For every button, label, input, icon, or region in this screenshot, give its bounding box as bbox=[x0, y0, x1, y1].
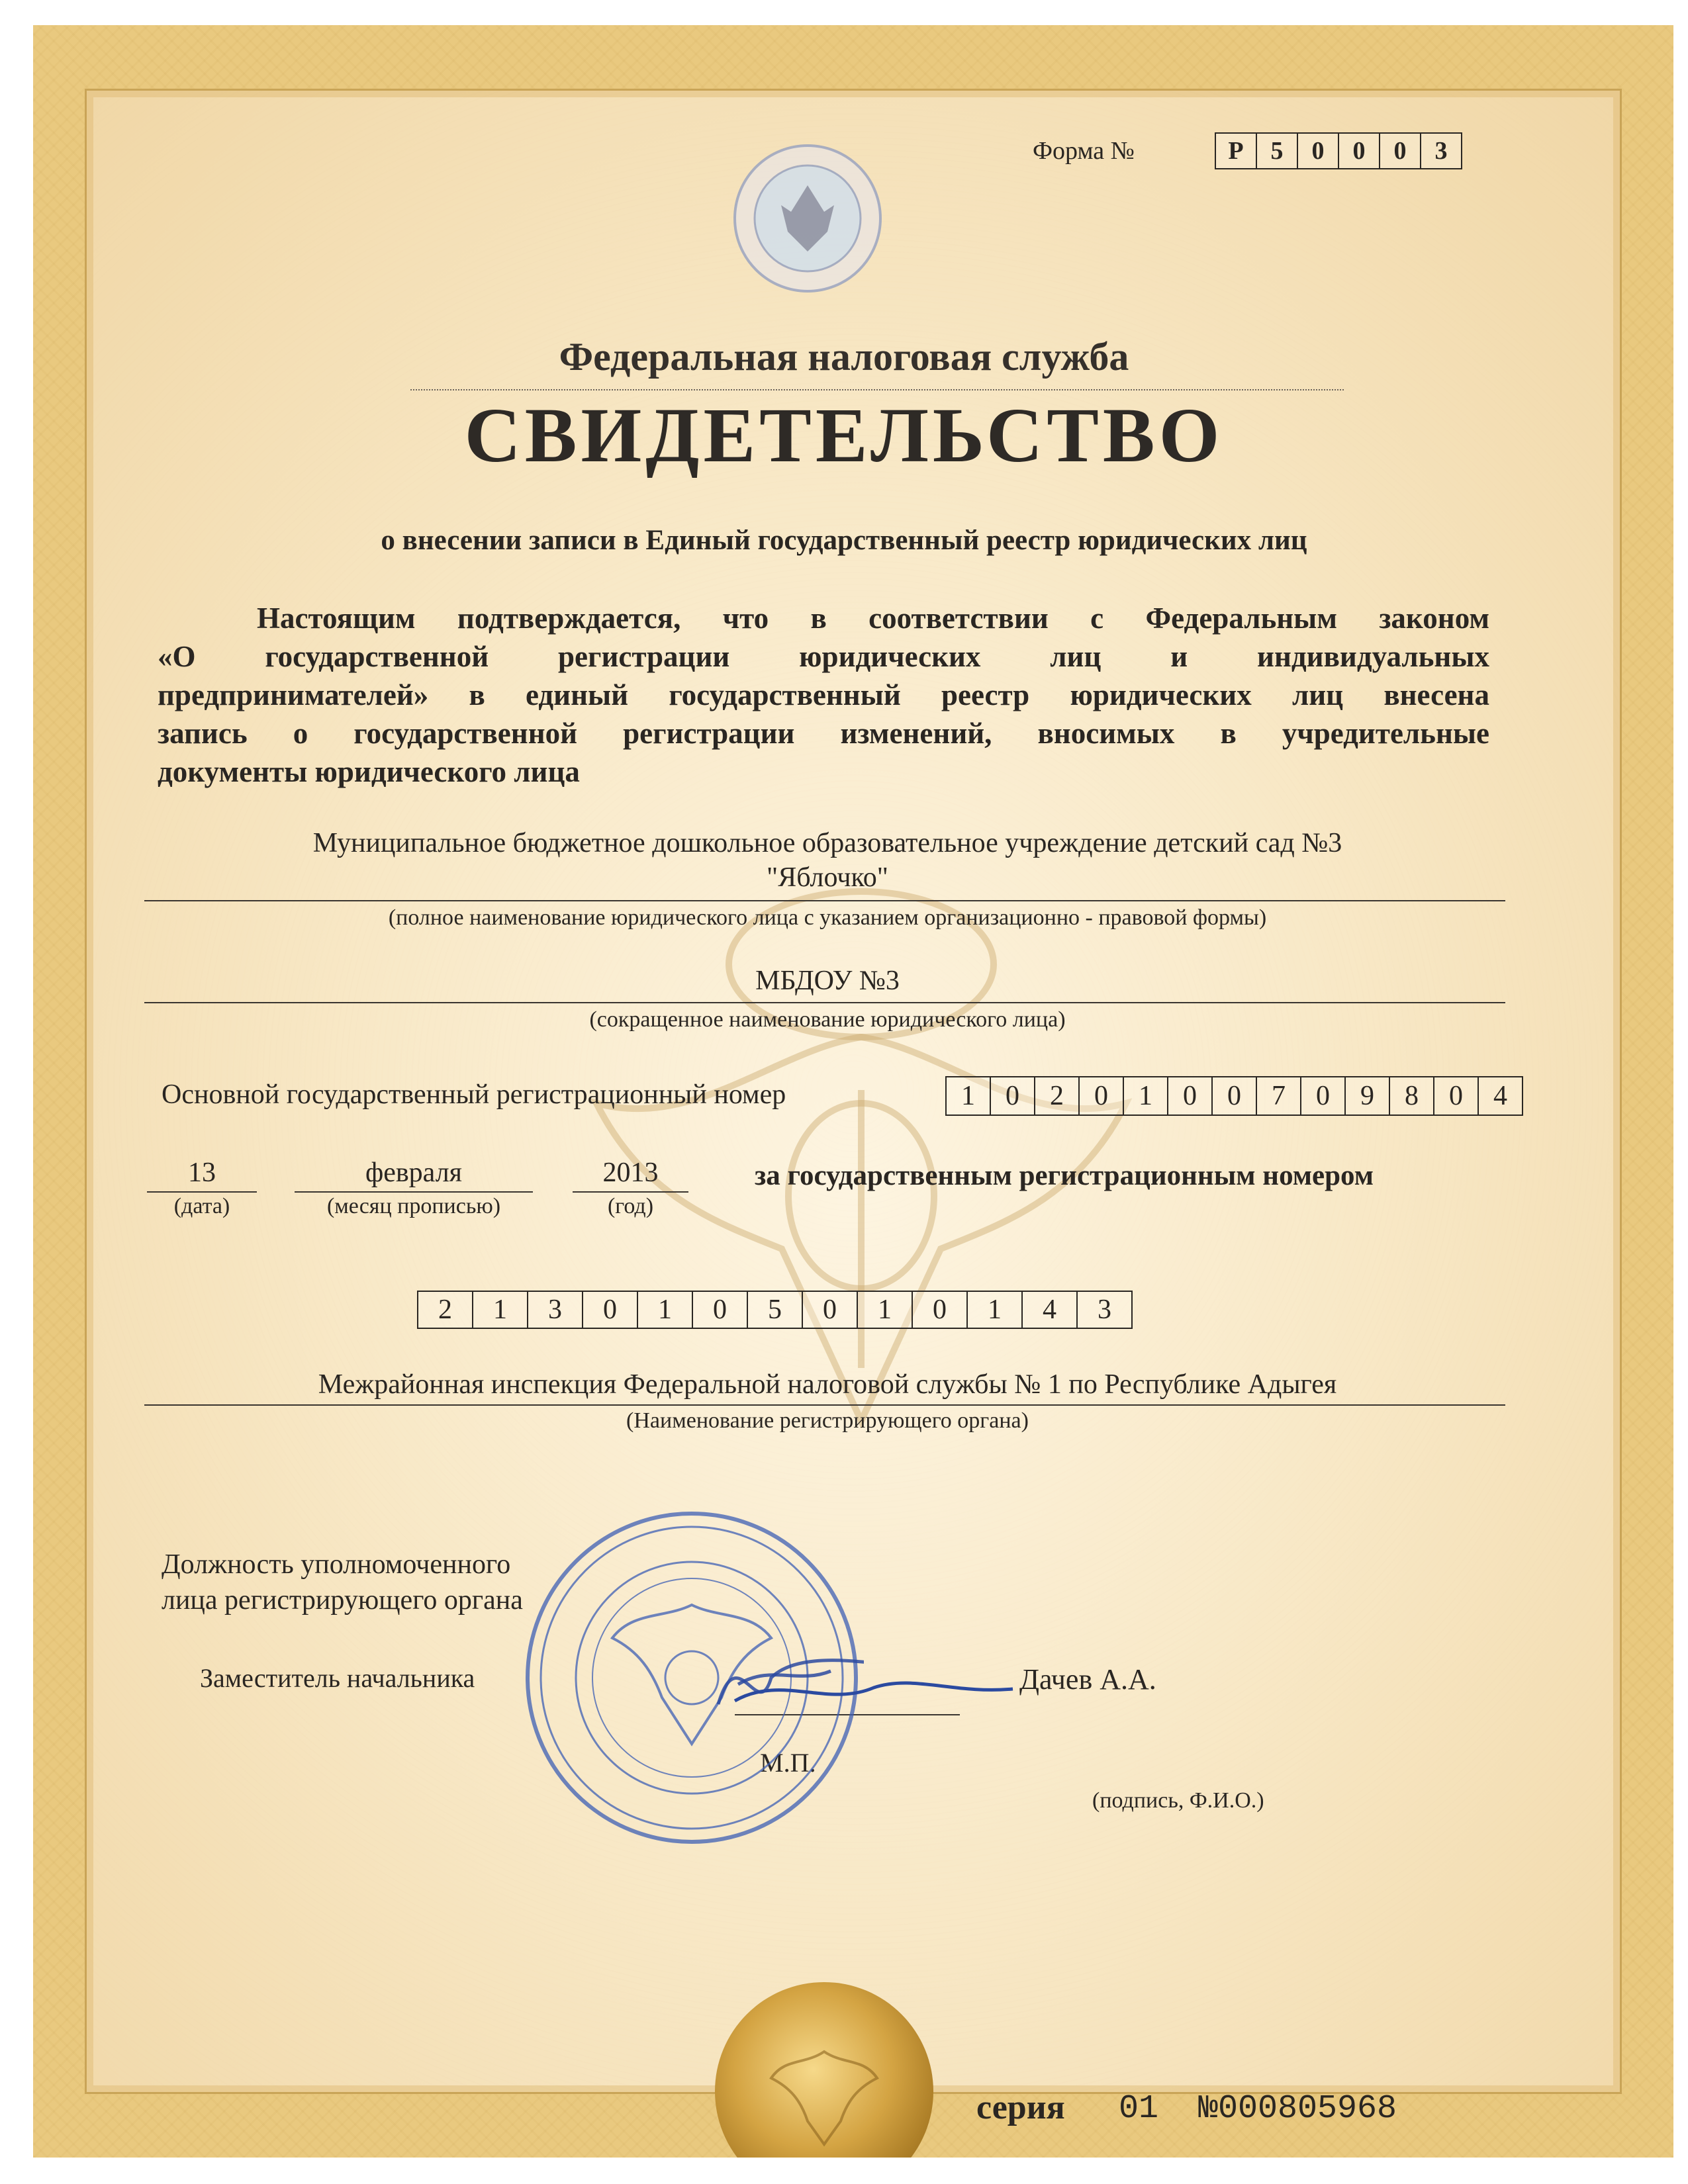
grn-digit-cell: 5 bbox=[748, 1292, 803, 1328]
ogrn-digit-cell: 1 bbox=[1124, 1077, 1168, 1115]
form-code-cell: 0 bbox=[1298, 134, 1339, 168]
authority-name: Межрайонная инспекция Федеральной налоговой службы № 1 по Республике Адыгея bbox=[318, 1369, 1337, 1400]
grn-digit-cell: 1 bbox=[858, 1292, 913, 1328]
hologram-emblem-icon bbox=[728, 139, 887, 298]
signer-name: Дачев А.А. bbox=[1019, 1663, 1156, 1696]
form-code-cell: 5 bbox=[1257, 134, 1298, 168]
authority-rule bbox=[144, 1404, 1505, 1406]
grn-digit-cell: 1 bbox=[638, 1292, 693, 1328]
grn-digit-cell: 2 bbox=[418, 1292, 473, 1328]
eagle-watermark-icon bbox=[497, 852, 1225, 1447]
date-month-caption: (месяц прописью) bbox=[326, 1194, 501, 1218]
body-line: документы юридического лица bbox=[158, 755, 580, 788]
grn-digit-cell: 3 bbox=[528, 1292, 583, 1328]
date-month: февраля bbox=[365, 1158, 462, 1188]
entity-full-name-line2: "Яблочко" bbox=[767, 862, 888, 893]
position-title: Заместитель начальника bbox=[200, 1663, 475, 1693]
ogrn-digit-cell: 0 bbox=[1080, 1077, 1124, 1115]
position-label-line1: Должность уполномоченного bbox=[162, 1549, 511, 1580]
seal-mark: М.П. bbox=[760, 1748, 816, 1778]
certificate-title: СВИДЕТЕЛЬСТВО bbox=[464, 392, 1224, 478]
ogrn-digit-cell: 9 bbox=[1346, 1077, 1390, 1115]
grn-digit-cell: 4 bbox=[1023, 1292, 1078, 1328]
form-code-cell: 0 bbox=[1339, 134, 1380, 168]
ogrn-digit-cell: 8 bbox=[1390, 1077, 1434, 1115]
ogrn-digit-cell: 0 bbox=[1434, 1077, 1479, 1115]
date-day-rule bbox=[147, 1191, 257, 1193]
grn-digit-cell: 3 bbox=[1098, 1295, 1111, 1325]
form-code-cell: Р bbox=[1216, 134, 1257, 168]
grn-digit-cell: 0 bbox=[913, 1292, 968, 1328]
body-line: «О государственной регистрации юридических лиц и индивидуальных bbox=[158, 640, 1489, 673]
serial-number: №000805968 bbox=[1198, 2090, 1397, 2128]
series-value: 01 bbox=[1119, 2090, 1159, 2128]
grn-digit-cell: 1 bbox=[473, 1292, 528, 1328]
ogrn-digit-cell: 1 bbox=[947, 1077, 991, 1115]
form-code-boxes bbox=[1215, 132, 1462, 169]
form-code-cell: 3 bbox=[1434, 137, 1448, 165]
ogrn-boxes bbox=[945, 1076, 1523, 1116]
ogrn-label: Основной государственный регистрационный номер bbox=[162, 1079, 786, 1110]
date-year-caption: (год) bbox=[607, 1194, 654, 1218]
body-paragraph bbox=[158, 599, 1489, 791]
ogrn-digit-cell: 4 bbox=[1493, 1081, 1507, 1111]
short-name-caption: (сокращенное наименование юридического лица) bbox=[589, 1007, 1066, 1032]
short-name-rule bbox=[144, 1002, 1505, 1003]
date-day-caption: (дата) bbox=[173, 1194, 230, 1218]
body-line: запись о государственной регистрации изменений, вносимых в учредительные bbox=[158, 717, 1489, 750]
entity-full-name-line1: Муниципальное бюджетное дошкольное образовательное учреждение детский сад №3 bbox=[312, 828, 1342, 858]
certificate-subtitle: о внесении записи в Единый государственный реестр юридических лиц bbox=[381, 525, 1307, 556]
body-line: предпринимателей» в единый государственный реестр юридических лиц внесена bbox=[158, 678, 1489, 711]
signature-icon bbox=[728, 1661, 1019, 1721]
date-month-rule bbox=[295, 1191, 533, 1193]
grn-digit-cell: 0 bbox=[693, 1292, 748, 1328]
form-code-cell: 0 bbox=[1380, 134, 1421, 168]
full-name-rule bbox=[144, 900, 1505, 901]
grn-boxes bbox=[417, 1291, 1133, 1329]
entity-short-name: МБДОУ №3 bbox=[755, 966, 900, 996]
grn-digit-cell: 1 bbox=[968, 1292, 1023, 1328]
authority-caption: (Наименование регистрирующего органа) bbox=[626, 1408, 1029, 1433]
grn-intro: за государственным регистрационным номером bbox=[755, 1160, 1374, 1191]
form-label: Форма № bbox=[1033, 137, 1135, 165]
date-day: 13 bbox=[188, 1158, 216, 1188]
date-year-rule bbox=[573, 1191, 688, 1193]
full-name-caption: (полное наименование юридического лица с указанием организационно - правовой формы) bbox=[388, 905, 1267, 930]
agency-name: Федеральная налоговая служба bbox=[559, 335, 1129, 379]
body-line: Настоящим подтверждается, что в соответствии с Федеральным законом bbox=[257, 602, 1489, 635]
grn-digit-cell: 0 bbox=[583, 1292, 638, 1328]
position-label-line2: лица регистрирующего органа bbox=[162, 1585, 523, 1615]
series-label: серия bbox=[976, 2089, 1065, 2126]
signature-caption: (подпись, Ф.И.О.) bbox=[1092, 1788, 1264, 1813]
gold-foil-seal-icon bbox=[712, 1979, 937, 2158]
ogrn-digit-cell: 0 bbox=[991, 1077, 1035, 1115]
date-year: 2013 bbox=[602, 1158, 659, 1188]
grn-digit-cell: 0 bbox=[803, 1292, 858, 1328]
ogrn-digit-cell: 0 bbox=[1301, 1077, 1346, 1115]
ogrn-digit-cell: 0 bbox=[1168, 1077, 1213, 1115]
ogrn-digit-cell: 0 bbox=[1213, 1077, 1257, 1115]
ogrn-digit-cell: 2 bbox=[1035, 1077, 1080, 1115]
ogrn-digit-cell: 7 bbox=[1257, 1077, 1301, 1115]
